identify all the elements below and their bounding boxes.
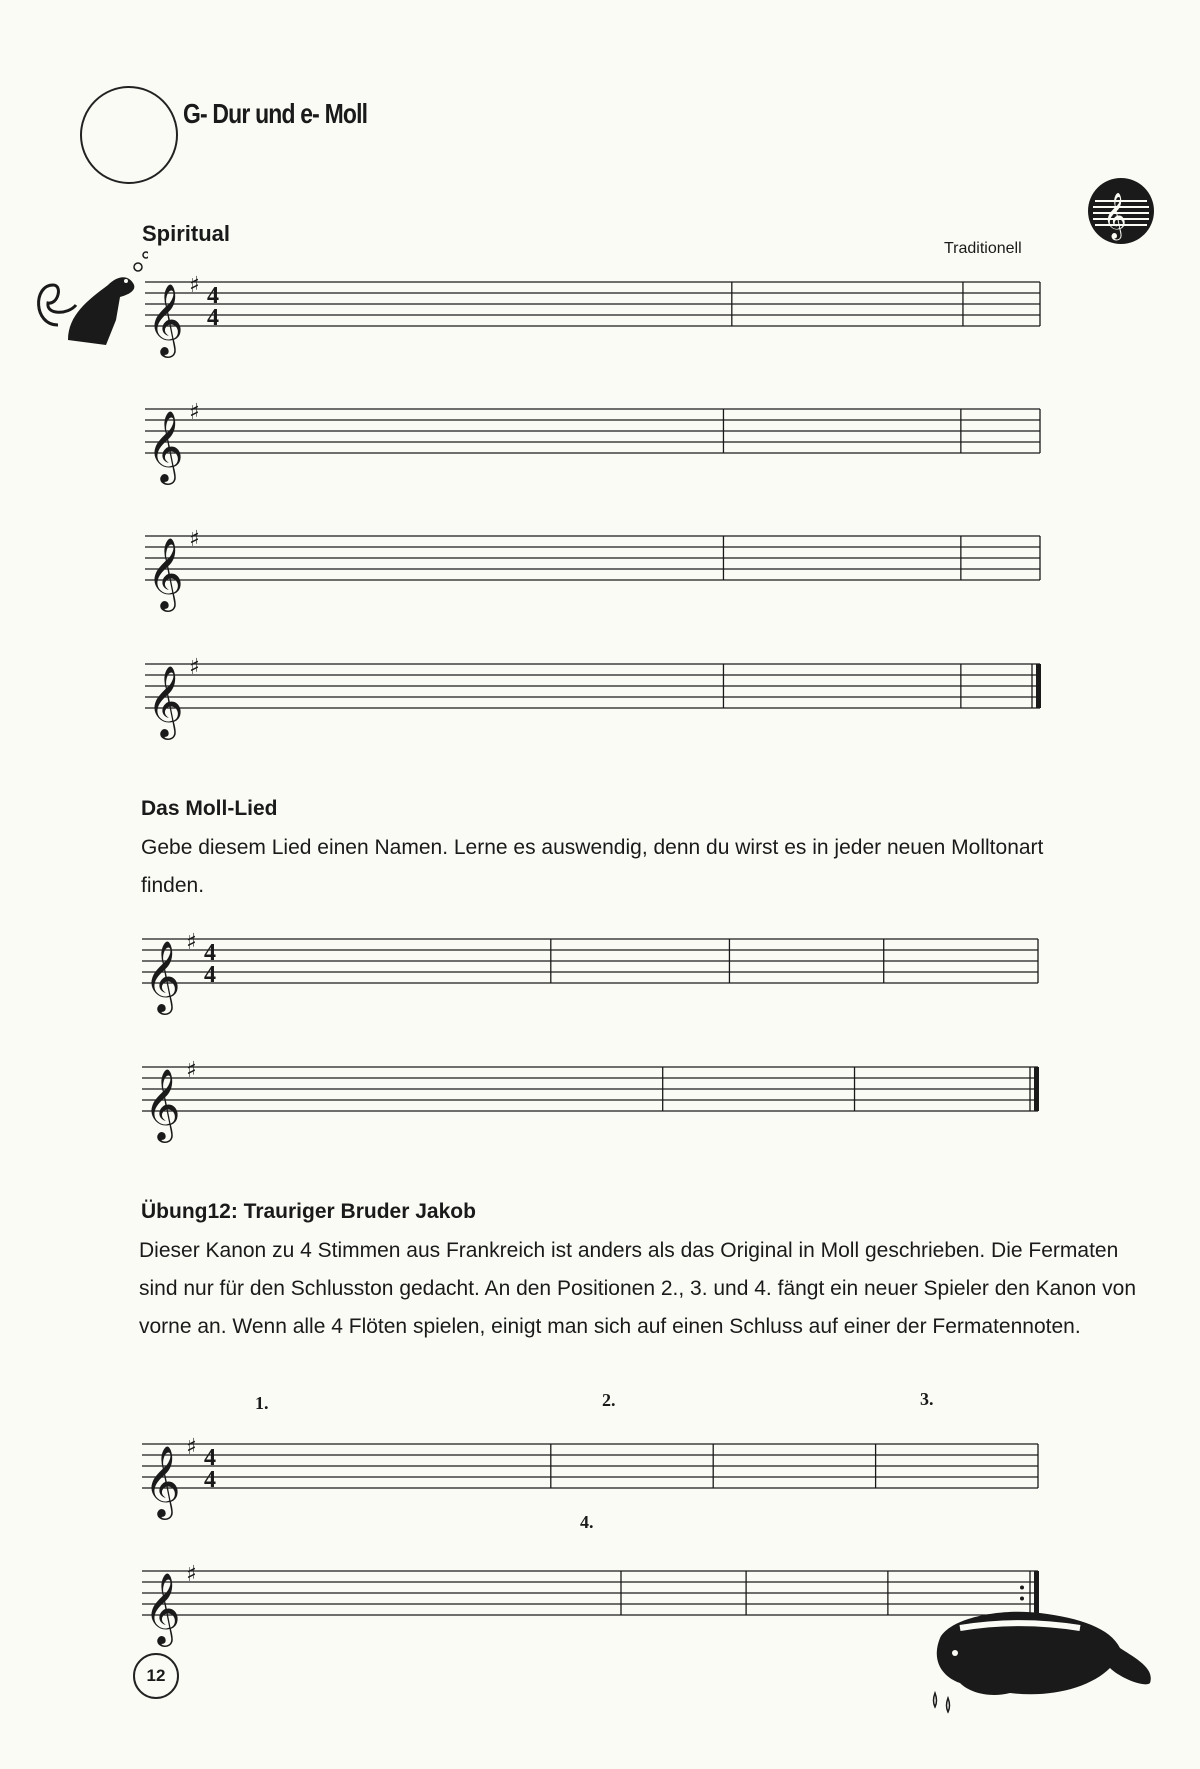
spiritual-composer: Traditionell: [944, 240, 1022, 257]
sharp-icon: ♯: [186, 1058, 197, 1083]
sharp-icon: ♯: [186, 1435, 197, 1460]
moll-lied-text: Gebe diesem Lied einen Namen. Lerne es auswendig, denn du wirst es in jeder neuen Molltonart finden.: [141, 836, 1044, 897]
staff-spiritual-1: [0, 258, 1200, 355]
time-signature-bottom: 4: [204, 1467, 216, 1493]
spiritual-title: Spiritual: [142, 221, 231, 246]
final-barline: [1034, 1067, 1039, 1111]
svg-text:𝄞: 𝄞: [1103, 193, 1127, 239]
time-signature-top: 4: [204, 1445, 216, 1471]
time-signature-top: 4: [204, 940, 216, 966]
page-number: 12: [133, 1653, 179, 1699]
canon-entry-4: 4.: [580, 1512, 594, 1532]
chapter-number-circle: [80, 86, 178, 184]
staff-lines: [142, 1067, 1038, 1111]
treble-clef-icon: 𝄞: [144, 1571, 181, 1644]
time-signature-bottom: 4: [207, 305, 219, 331]
staff-canon-1: [0, 1420, 1200, 1517]
sharp-icon: ♯: [189, 400, 200, 425]
staff-spiritual-2: [0, 385, 1200, 482]
canon-entry-1: 1.: [255, 1393, 269, 1413]
canon-entry-2: 2.: [602, 1390, 616, 1410]
sharp-icon: ♯: [186, 1562, 197, 1587]
time-signature-bottom: 4: [204, 962, 216, 988]
time-signature-top: 4: [207, 283, 219, 309]
treble-clef-icon: 𝄞: [147, 409, 184, 482]
music-logo-icon: [1085, 175, 1157, 247]
staff-lines: [142, 939, 1038, 983]
staff-lines: [145, 409, 1040, 453]
sharp-icon: ♯: [189, 273, 200, 298]
final-barline: [1034, 1571, 1039, 1615]
staff-spiritual-4: [0, 640, 1200, 737]
page-title: G- Dur und e- Moll: [183, 98, 368, 129]
staff-lines: [145, 282, 1040, 326]
treble-clef-icon: 𝄞: [144, 1444, 181, 1517]
final-barline: [1036, 664, 1041, 708]
sharp-icon: ♯: [189, 527, 200, 552]
staff-lines: [145, 536, 1040, 580]
sharp-icon: ♯: [186, 930, 197, 955]
exercise-title: Übung12: Trauriger Bruder Jakob: [141, 1200, 476, 1223]
canon-entry-3: 3.: [920, 1389, 934, 1409]
treble-clef-icon: 𝄞: [147, 664, 184, 737]
staff-canon-2: [0, 1547, 1200, 1644]
staff-moll-2: [0, 1043, 1200, 1140]
exercise-text: Dieser Kanon zu 4 Stimmen aus Frankreich ist anders als das Original in Moll geschrieben. Die Fermaten sind nur für den Schlusston gedacht. An den Positionen 2., 3. und 4. fängt ein neuer Spieler den Kanon von vorne an. Wenn alle 4 Flöten spielen, einigt man sich auf einen Schluss auf einer der Fermatennoten.: [139, 1239, 1137, 1338]
staff-lines: [145, 664, 1040, 708]
staff-lines: [142, 1444, 1038, 1488]
treble-clef-icon: 𝄞: [144, 1067, 181, 1140]
staff-lines: [142, 1571, 1038, 1615]
sharp-icon: ♯: [189, 655, 200, 680]
moll-lied-title: Das Moll-Lied: [141, 797, 278, 820]
treble-clef-icon: 𝄞: [147, 282, 184, 355]
staff-spiritual-3: [0, 512, 1200, 609]
treble-clef-icon: 𝄞: [144, 939, 181, 1012]
staff-moll-1: [0, 915, 1200, 1012]
treble-clef-icon: 𝄞: [147, 536, 184, 609]
